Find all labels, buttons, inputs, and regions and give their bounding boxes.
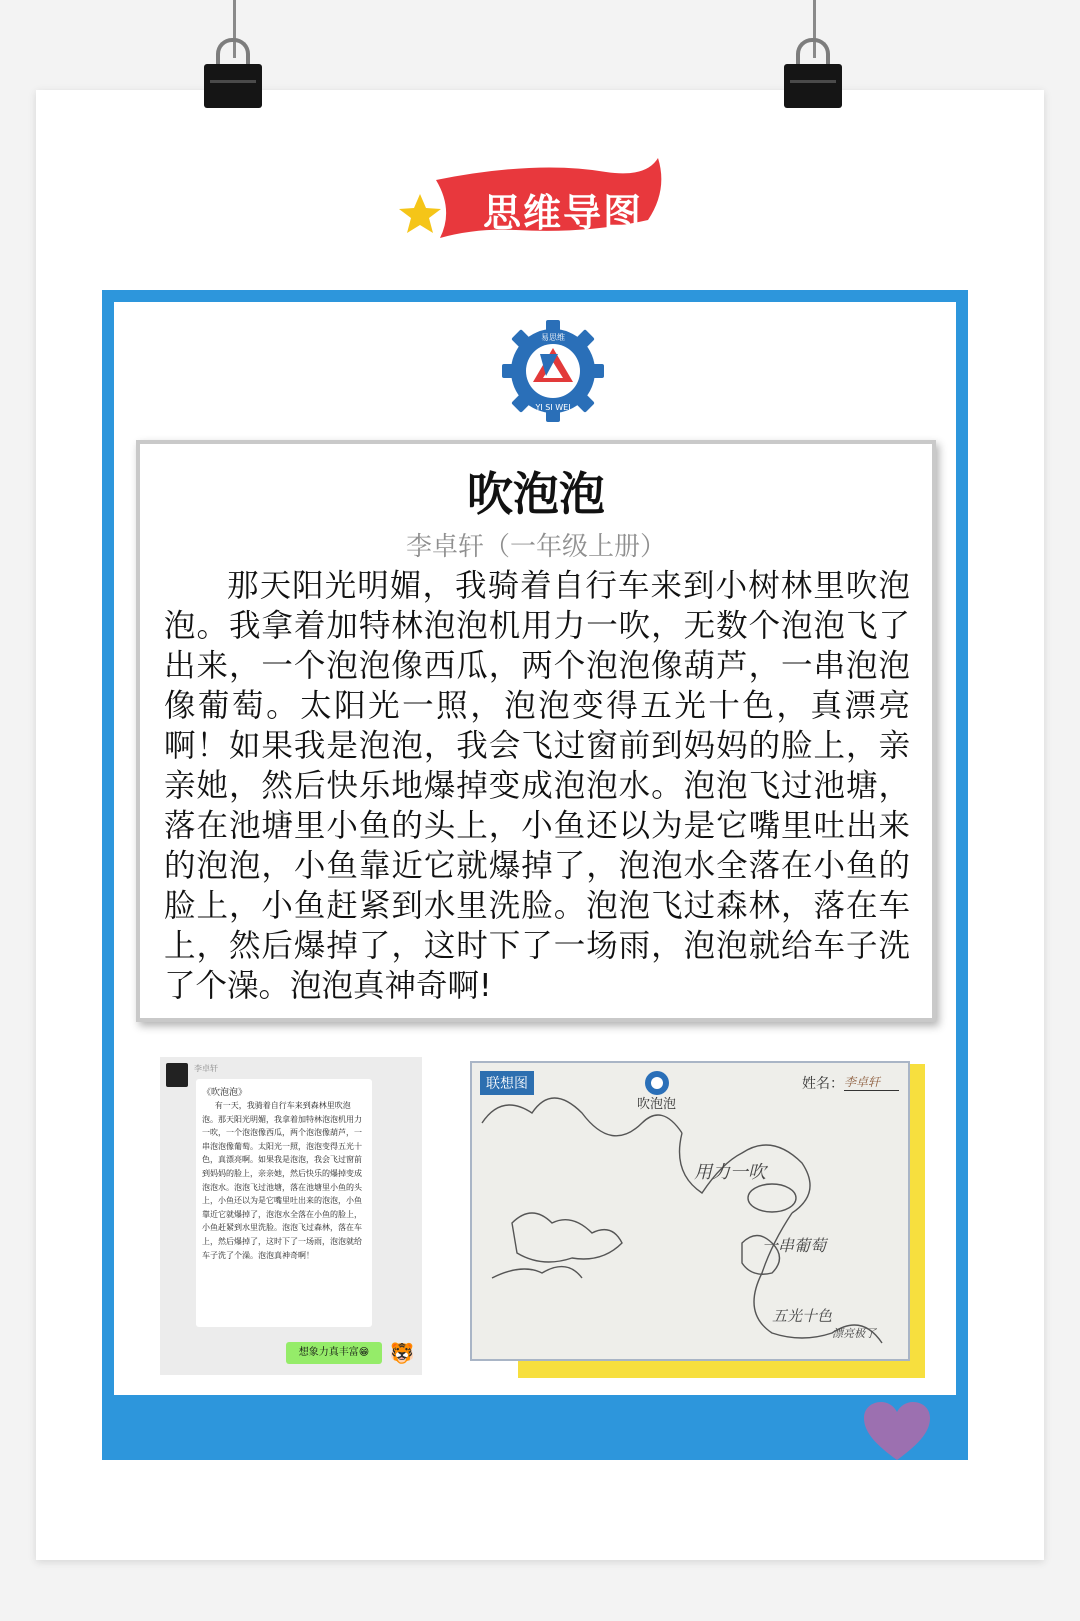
story-title: 吹泡泡 [467, 467, 605, 521]
mindmap-word: 一串葡萄 [762, 1236, 827, 1255]
chat-message-title: 《吹泡泡》 [202, 1088, 248, 1098]
chat-reply-bubble: 想象力真丰富😁 [286, 1342, 382, 1364]
mindmap-photo [470, 1061, 910, 1361]
mindmap-title: 吹泡泡 [637, 1097, 677, 1112]
reply-avatar-icon: 🐯 [389, 1341, 415, 1365]
mindmap-word: 五光十色 [772, 1307, 833, 1325]
heart-icon [862, 1400, 932, 1462]
mindmap-word: 漂亮极了 [832, 1327, 876, 1340]
story-card [136, 440, 936, 1022]
chat-message-body: 有一天，我骑着自行车来到森林里吹泡泡。那天阳光明媚，我拿着加特林泡泡机用力一吹，一个泡泡像西瓜，两个泡泡像葫芦，一串泡泡像葡萄。太阳光一照，泡泡变得五光十色，真漂亮啊。如果我是泡泡，我会飞过窗前到妈妈的脸上，亲亲她，然后快乐的爆掉变成泡泡水。泡泡飞过池塘，落在池塘里小鱼的头上，小鱼还以为是它嘴里吐出来的泡泡，小鱼靠近它就爆掉了，泡泡水全落在小鱼的脸上，小鱼赶紧到水里洗脸。泡泡飞过森林，落在车上，然后爆掉了，这时下了一场雨，泡泡就给车子洗了个澡。泡泡真神奇啊！ [202, 1101, 362, 1260]
logo-top-text: 易思维 [541, 333, 565, 342]
star-icon [399, 194, 441, 233]
mindmap-word: 用力一吹 [694, 1162, 766, 1183]
binder-clip-left-icon [204, 38, 262, 108]
binder-clip-right-icon [784, 38, 842, 108]
story-author: 李卓轩（一年级上册） [405, 532, 666, 562]
mindmap-label: 联想图 [480, 1071, 534, 1095]
mindmap-name-label: 姓名： [802, 1076, 844, 1092]
title-banner [396, 150, 676, 250]
chat-screenshot [160, 1057, 422, 1375]
chat-message-bubble [196, 1079, 372, 1327]
school-logo [500, 318, 606, 424]
story-body: 那天阳光明媚，我骑着自行车来到小树林里吹泡泡。我拿着加特林泡泡机用力一吹，无数个泡泡飞了出来，一个泡泡像西瓜，两个泡泡像葫芦，一串泡泡像葡萄。太阳光一照，泡泡变得五光十色，真漂亮啊！如果我是泡泡，我会飞过窗前到妈妈的脸上，亲亲她，然后快乐地爆掉变成泡泡水。泡泡飞过池塘，落在池塘里小鱼的头上，小鱼还以为是它嘴里吐出来的泡泡，小鱼靠近它就爆掉了，泡泡水全落在小鱼的脸上，小鱼赶紧到水里洗脸。泡泡飞过森林，落在车上，然后爆掉了，这时下了一场雨，泡泡就给车子洗了个澡。泡泡真神奇啊! [164, 568, 910, 1004]
mindmap-name-value: 李卓轩 [844, 1073, 899, 1091]
banner-title: 思维导图 [482, 191, 643, 235]
logo-bottom-text: YI SI WEI [535, 403, 571, 412]
avatar [166, 1063, 188, 1087]
chat-sender-name: 李卓轩 [194, 1064, 218, 1073]
